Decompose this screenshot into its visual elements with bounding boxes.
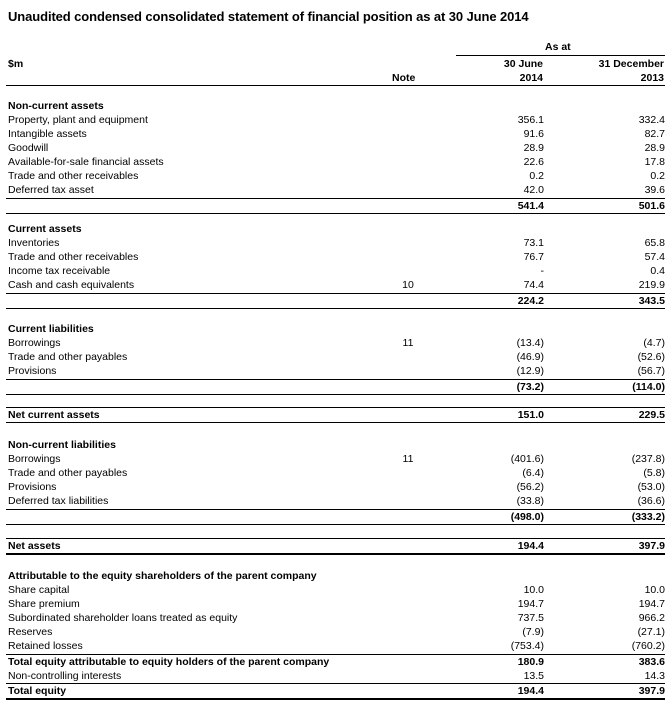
value-2014: 356.1	[517, 114, 544, 126]
net-current-assets-bottom-rule	[6, 422, 665, 423]
table-row	[8, 236, 665, 250]
section-heading-label: Attributable to the equity shareholders of the parent company	[8, 570, 317, 582]
subtotal-bottom-rule	[6, 394, 665, 395]
row-label: Cash and cash equivalents	[8, 279, 135, 291]
row-label: Total equity attributable to equity holders of the parent company	[8, 656, 330, 668]
value-2014: (56.2)	[516, 481, 544, 493]
value-2014: 151.0	[517, 409, 544, 421]
value-2014: 76.7	[523, 251, 544, 263]
subtotal-row	[8, 510, 665, 524]
as-at-rule	[456, 55, 665, 56]
value-2014: (7.9)	[522, 626, 544, 638]
row-label: Retained losses	[8, 640, 83, 652]
row-label: Available-for-sale financial assets	[8, 156, 164, 168]
table-row	[8, 336, 665, 350]
value-2013: (36.6)	[637, 495, 665, 507]
value-2014: 180.9	[517, 656, 544, 668]
value-2013: 14.3	[644, 670, 665, 682]
table-row	[8, 350, 665, 364]
subtotal-2014: (498.0)	[510, 511, 544, 523]
section-heading-label: Current liabilities	[8, 323, 94, 335]
row-label: Intangible assets	[8, 128, 87, 140]
value-2014: 91.6	[523, 128, 544, 140]
row-label: Non-controlling interests	[8, 670, 122, 682]
col2-header-line2: 2013	[640, 72, 664, 84]
value-2014: (12.9)	[516, 365, 544, 377]
table-row	[8, 364, 665, 378]
value-2014: (753.4)	[510, 640, 544, 652]
note-ref: 11	[402, 337, 414, 349]
row-label: Net assets	[8, 540, 61, 552]
section-heading	[8, 438, 665, 452]
value-2013: 332.4	[638, 114, 665, 126]
table-row	[8, 452, 665, 466]
subtotal-2013: 343.5	[638, 295, 665, 307]
note-column-header: Note	[392, 72, 416, 84]
row-label: Provisions	[8, 365, 57, 377]
subtotal-bottom-rule	[6, 308, 665, 309]
row-label: Provisions	[8, 481, 57, 493]
net-current-assets-row	[8, 408, 665, 422]
value-2013: 383.6	[638, 656, 665, 668]
net-assets-bottom-rule	[6, 553, 665, 555]
row-label: Deferred tax liabilities	[8, 495, 109, 507]
value-2014: 0.2	[529, 170, 544, 182]
table-row	[8, 639, 665, 653]
section-heading	[8, 322, 665, 336]
row-label: Total equity	[8, 685, 67, 697]
value-2013: (52.6)	[637, 351, 665, 363]
value-2013: (4.7)	[643, 337, 665, 349]
subtotal-2014: (73.2)	[516, 381, 544, 393]
value-2014: 10.0	[523, 584, 544, 596]
col1-header-line1: 30 June	[503, 58, 543, 70]
row-label: Deferred tax asset	[8, 184, 94, 196]
section-heading-label: Current assets	[8, 223, 82, 235]
table-row	[8, 127, 665, 141]
row-label: Goodwill	[8, 142, 49, 154]
value-2013: (56.7)	[637, 365, 665, 377]
value-2013: 397.9	[638, 685, 665, 697]
row-label: Trade and other payables	[8, 351, 128, 363]
value-2014: 194.4	[517, 685, 544, 697]
value-2013: (53.0)	[637, 481, 665, 493]
subtotal-2013: (333.2)	[631, 511, 665, 523]
value-2013: 82.7	[644, 128, 665, 140]
table-row	[8, 625, 665, 639]
value-2014: 194.7	[517, 598, 544, 610]
subtotal-2013: 501.6	[638, 200, 665, 212]
total-parent-equity-row	[8, 655, 665, 669]
value-2013: (5.8)	[643, 467, 665, 479]
table-row	[8, 597, 665, 611]
table-row	[8, 113, 665, 127]
row-label: Share premium	[8, 598, 80, 610]
table-row	[8, 611, 665, 625]
non-controlling-interests-row	[8, 669, 665, 683]
value-2013: 219.9	[638, 279, 665, 291]
subtotal-row	[8, 380, 665, 394]
document-title: Unaudited condensed consolidated statement of financial position as at 30 June 2014	[8, 9, 529, 24]
subtotal-bottom-rule	[6, 524, 665, 525]
row-label: Property, plant and equipment	[8, 114, 148, 126]
row-label: Trade and other receivables	[8, 170, 139, 182]
subtotal-2013: (114.0)	[632, 381, 665, 393]
row-label: Share capital	[8, 584, 70, 596]
table-row	[8, 494, 665, 508]
subtotal-bottom-rule	[6, 213, 665, 214]
value-2014: -	[540, 265, 544, 277]
row-label: Net current assets	[8, 409, 100, 421]
value-2013: 65.8	[644, 237, 665, 249]
value-2014: (6.4)	[522, 467, 544, 479]
value-2014: (401.6)	[510, 453, 544, 465]
row-label: Reserves	[8, 626, 53, 638]
as-at-header: As at	[545, 41, 571, 53]
col2-header-line1: 31 December	[598, 58, 664, 70]
total-equity-bottom-rule	[6, 698, 665, 700]
value-2013: 397.9	[638, 540, 665, 552]
note-ref: 11	[402, 453, 414, 465]
value-2013: (27.1)	[637, 626, 665, 638]
section-heading-label: Non-current liabilities	[8, 439, 116, 451]
row-label: Borrowings	[8, 453, 61, 465]
value-2014: 28.9	[523, 142, 544, 154]
value-2014: 73.1	[523, 237, 544, 249]
table-row	[8, 155, 665, 169]
currency-label: $m	[8, 58, 24, 70]
value-2014: (13.4)	[516, 337, 544, 349]
table-row	[8, 169, 665, 183]
total-equity-row	[8, 684, 665, 698]
section-heading	[8, 222, 665, 236]
value-2013: (237.8)	[631, 453, 665, 465]
value-2013: 229.5	[638, 409, 665, 421]
row-label: Income tax receivable	[8, 265, 111, 277]
value-2014: 194.4	[517, 540, 544, 552]
section-heading-label: Non-current assets	[8, 100, 104, 112]
section-heading	[8, 569, 665, 583]
value-2014: 13.5	[523, 670, 544, 682]
value-2013: 0.2	[650, 170, 665, 182]
subtotal-2014: 541.4	[517, 200, 544, 212]
table-row	[8, 141, 665, 155]
table-row	[8, 250, 665, 264]
subtotal-2014: 224.2	[517, 295, 544, 307]
value-2013: 28.9	[644, 142, 665, 154]
table-row	[8, 183, 665, 197]
value-2014: 42.0	[523, 184, 544, 196]
subtotal-row	[8, 199, 665, 213]
row-label: Inventories	[8, 237, 60, 249]
value-2013: (760.2)	[631, 640, 665, 652]
table-row	[8, 480, 665, 494]
row-label: Trade and other payables	[8, 467, 128, 479]
table-row	[8, 583, 665, 597]
note-ref: 10	[402, 279, 414, 291]
table-row	[8, 278, 665, 292]
value-2013: 39.6	[644, 184, 665, 196]
value-2014: 74.4	[523, 279, 544, 291]
col1-header-line2: 2014	[519, 72, 543, 84]
header-rule	[6, 85, 665, 86]
value-2013: 10.0	[644, 584, 665, 596]
section-heading	[8, 99, 665, 113]
value-2014: 22.6	[523, 156, 544, 168]
value-2014: 737.5	[517, 612, 544, 624]
table-row	[8, 466, 665, 480]
row-label: Trade and other receivables	[8, 251, 139, 263]
row-label: Borrowings	[8, 337, 61, 349]
net-assets-row	[8, 539, 665, 553]
value-2013: 57.4	[644, 251, 665, 263]
value-2013: 966.2	[638, 612, 665, 624]
value-2013: 17.8	[644, 156, 665, 168]
value-2013: 0.4	[650, 265, 665, 277]
row-label: Subordinated shareholder loans treated as equity	[8, 612, 238, 624]
value-2014: (46.9)	[516, 351, 544, 363]
value-2013: 194.7	[638, 598, 665, 610]
value-2014: (33.8)	[516, 495, 544, 507]
subtotal-row	[8, 294, 665, 308]
table-row	[8, 264, 665, 278]
